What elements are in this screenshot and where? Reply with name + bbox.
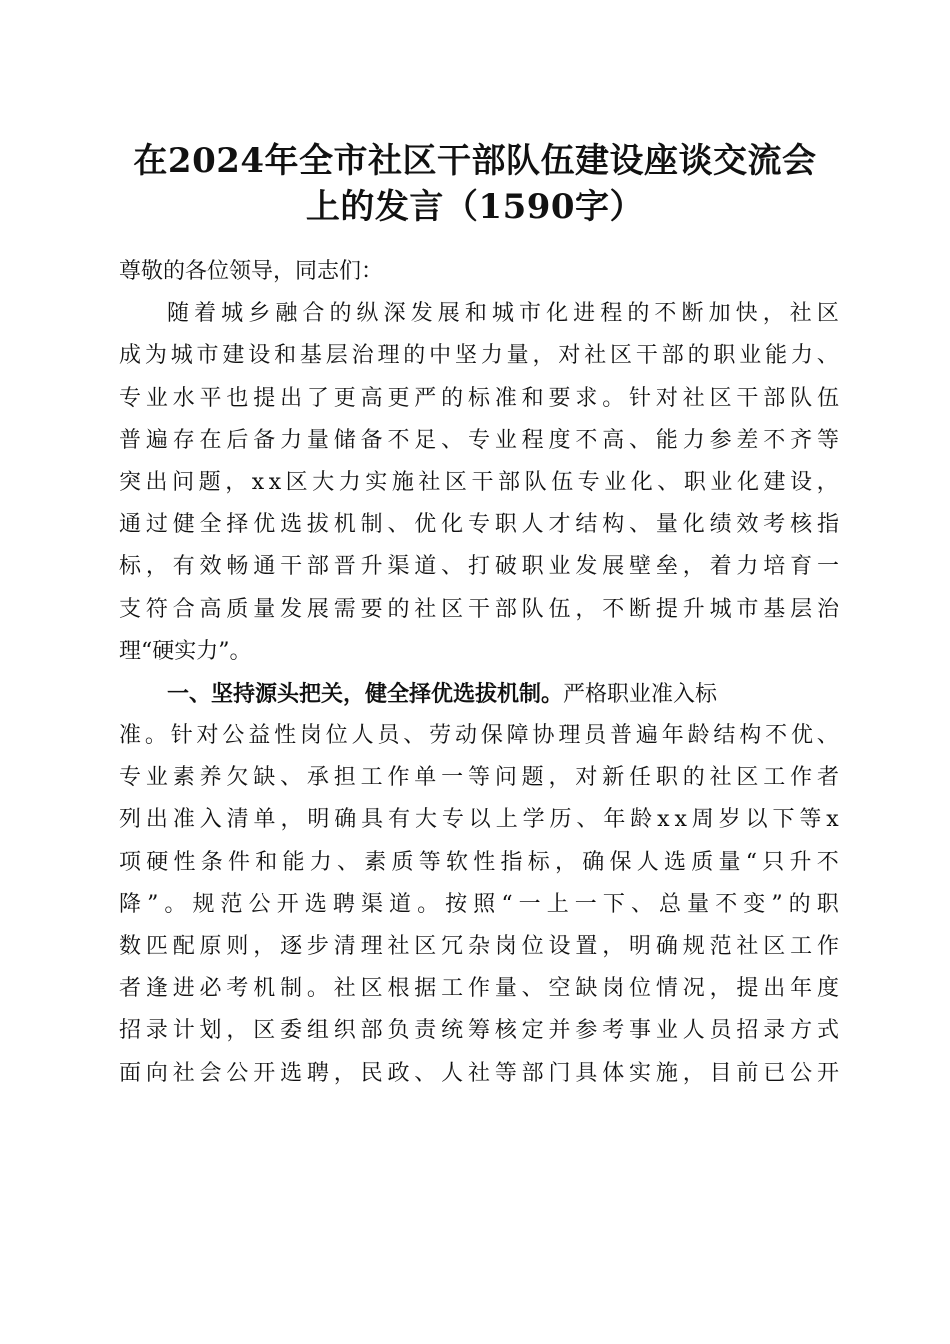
paragraph-line: 标 ， 有 效 畅 通 干 部 晋 升 渠 道 、 打 破 职 业 发 展 壁 垒 ， 着 力 培 育 一: [119, 554, 839, 580]
paragraph-line: 降 ” 。 规 范 公 开 选 聘 渠 道 。 按 照 “ 一 上 一 下 、 总 量 不 变 ” 的 职: [119, 891, 839, 917]
document-body: [119, 251, 839, 1095]
section-1-first-line-rest: 严格职业准入标: [563, 681, 718, 707]
paragraph-line: 理“硬实力”。: [119, 638, 252, 664]
section-1-first-line: [119, 673, 839, 715]
paragraph-line: 随 着 城 乡 融 合 的 纵 深 发 展 和 城 市 化 进 程 的 不 断 加 快 ， 社 区: [167, 301, 839, 327]
paragraph-line: 成 为 城 市 建 设 和 基 层 治 理 的 中 坚 力 量 ， 对 社 区 干 部 的 职 业 能 力 、: [119, 343, 839, 369]
paragraph-line: 通 过 健 全 择 优 选 拔 机 制 、 优 化 专 职 人 才 结 构 、 量 化 绩 效 考 核 指: [119, 512, 839, 538]
title-line-1: 在2024年全市社区干部队伍建设座谈交流会: [133, 141, 817, 181]
paragraph-line: 者 逢 进 必 考 机 制 。 社 区 根 据 工 作 量 、 空 缺 岗 位 情 况 ， 提 出 年 度: [119, 976, 839, 1002]
document-title: [90, 138, 860, 230]
paragraph-line: 数 匹 配 原 则 ， 逐 步 清 理 社 区 冗 杂 岗 位 设 置 ， 明 确 规 范 社 区 工 作: [119, 934, 839, 959]
paragraph-line: 支 符 合 高 质 量 发 展 需 要 的 社 区 干 部 队 伍 ， 不 断 提 升 城 市 基 层 治: [119, 596, 839, 622]
title-line-2: 上的发言（1590字）: [305, 187, 645, 227]
salutation: 尊敬的各位领导，同志们：: [119, 259, 384, 284]
paragraph-line: 面 向 社 会 公 开 选 聘 ， 民 政 、 人 社 等 部 门 具 体 实 施 ， 目 前 已 公 开: [119, 1060, 839, 1086]
paragraph-line: 专 业 素 养 欠 缺 、 承 担 工 作 单 一 等 问 题 ， 对 新 任 职 的 社 区 工 作 者: [119, 765, 839, 791]
paragraph-line: 列 出 准 入 清 单 ， 明 确 具 有 大 专 以 上 学 历 、 年 龄 x x 周 岁 以 下 等 x: [119, 807, 839, 833]
paragraph-line: 普 遍 存 在 后 备 力 量 储 备 不 足 、 专 业 程 度 不 高 、 能 力 参 差 不 齐 等: [119, 427, 839, 453]
section-1-heading: 一、坚持源头把关，健全择优选拔机制。: [167, 680, 564, 707]
paragraph-line: 突 出 问 题 ， x x 区 大 力 实 施 社 区 干 部 队 伍 专 业 化 、 职 业 化 建 设 ，: [119, 469, 839, 495]
paragraph-line: 招 录 计 划 ， 区 委 组 织 部 负 责 统 筹 核 定 并 参 考 事 业 人 员 招 录 方 式: [119, 1018, 839, 1044]
paragraph-line: 准 。 针 对 公 益 性 岗 位 人 员 、 劳 动 保 障 协 理 员 普 遍 年 龄 结 构 不 优 、: [119, 723, 839, 749]
paragraph-line: 专 业 水 平 也 提 出 了 更 高 更 严 的 标 准 和 要 求 。 针 对 社 区 干 部 队 伍: [119, 385, 839, 411]
paragraph-line: 项 硬 性 条 件 和 能 力 、 素 质 等 软 性 指 标 ， 确 保 人 选 质 量 “ 只 升 不: [119, 849, 839, 875]
